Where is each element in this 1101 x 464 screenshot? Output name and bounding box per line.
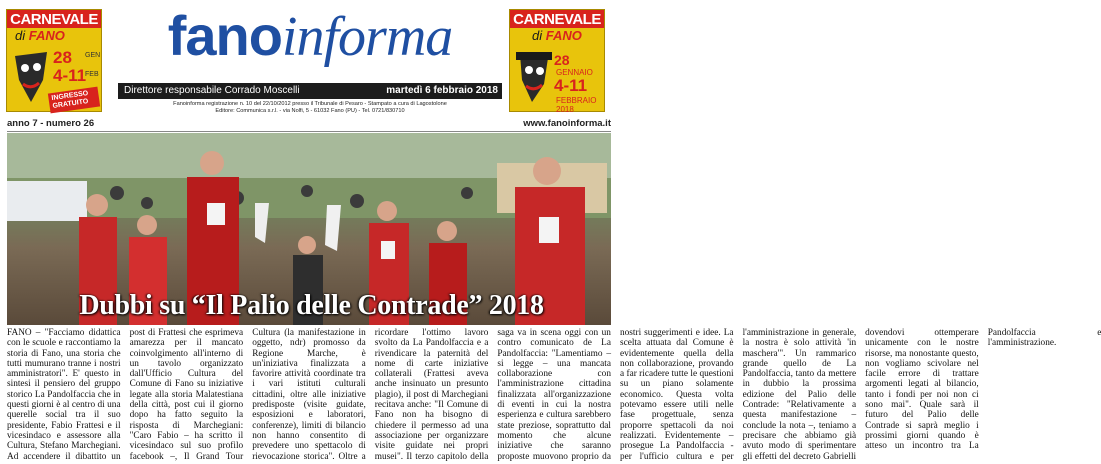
- ad-entry-label: INGRESSO GRATUITO: [48, 87, 100, 114]
- carnevale-ad-left[interactable]: [6, 9, 102, 112]
- ad-title: CARNEVALE: [7, 10, 101, 28]
- carnevale-ad-right[interactable]: [509, 9, 605, 112]
- carnival-mask-icon: [516, 50, 552, 106]
- registration-note: Fanoinforma registrazione n. 10 del 22/10/2012 presso il Tribunale di Pesaro - Stampato a cura di Lagostolone Editore: Communica s.r.l. - via Nolfi, 5 - 61032 Fano (PU) - Tel. 0721/830710: [173, 101, 447, 114]
- editor-credit: Direttore responsabile Corrado Moscelli: [124, 85, 300, 96]
- website-link[interactable]: www.fanoinforma.it: [523, 118, 611, 129]
- issue-line: [7, 118, 611, 130]
- divider: [7, 131, 611, 132]
- ad-date-1: 28: [53, 48, 72, 67]
- ad-month-2: FEB: [85, 71, 99, 78]
- ad-title: CARNEVALE: [510, 10, 604, 28]
- ad-subtitle: di FANO: [15, 28, 65, 43]
- ad-month-2: FEBBRAIO 2018: [556, 96, 597, 114]
- article-body: [7, 328, 1101, 464]
- ad-date-2: 4-11: [554, 76, 588, 95]
- masthead: [118, 4, 502, 114]
- article-headline: Dubbi su “Il Palio delle Contrade” 2018: [79, 290, 544, 321]
- newspaper-logo[interactable]: fanoinforma: [167, 4, 453, 68]
- article-text: FANO – "Facciamo didattica con le scuole e raccontiamo la storia di Fano, una storia che tutti mumurano tranne i nostri amministratori". E' questo in sintesi il pensiero del gruppo storico La Pandolfaccia che in questi giorni è al centro di una querelle social tra il suo presidente, Fabio Frattesi e il vicesindaco e assessore alla Cultura, Stefano Marchegiani. Ad accendere il dibattito un post di Frattesi che esprimeva amarezza per il mancato coinvolgimento all'interno di un tavolo organizzato dall'Ufficio Cultura del Comune di Fano su iniziative legate alla storia Malatestiana della città, post cui il giorno dopo ha fatto seguito la risposta di Marchegiani: "Caro Fabio – ha scritto il vicesindaco sul suo profilo facebook –, Il Grand Tour Cultura (la manifestazione in oggetto, ndr) promosso da Regione Marche, è un'iniziativa finalizzata a favorire attività coordinate tra i vari istituti culturali cittadini, oltre alle iniziative predisposte (visite guidate, esposizioni e laboratori, conferenze), limiti di bilancio non hanno consentito di prevedere uno spettacolo di rievocazione storica". Oltre a ricordare l'ottimo lavoro svolto da La Pandolfaccia e a rivendicare la paternità del nome di carte iniziative collaterali (Frattesi aveva anche insinuato un presunto plagio), il post di Marchegiani recitava anche: "Il Comune di Fano non ha bisogno di chiedere il permesso ad una associazione per organizzare visite guidate nei propri musei". Il terzo capitolo della saga va in scena oggi con un contro comunicato de La Pandolfaccia: "Lamentiamo – si legge – una mancata collaborazione con l'amministrazione cittadina finalizzata all'organizzazione di eventi in cui la nostra esperienza e cultura sarebbero state preziose, soprattutto dal momento che alcune iniziative che saranno proposte muovono proprio da nostri suggerimenti e idee. La scelta attuata dal Comune è evidentemente quella della non collaborazione, provando a far ricadere tutte le questioni su un piano solamente economico. Questa volta potevamo essere utili nelle fase progettuale, senza proporre spettacoli da noi realizzati. Evidentemente – prosegue La Pandolfaccia - per l'ufficio cultura e per l'amministrazione in generale, la nostra è solo attività 'in maschera'". Un rammarico grande quello de La Pandolfaccia, tanto da mettere in dubbio la prossima edizione del Palio delle Contrade: "Relativamente a questa manifestazione – conclude la nota –, teniamo a precisare che abbiamo già avuto modo di sperimentare gli effetti del decreto Gabrielli dovendovi ottemperare unicamente con le nostre risorse, ma nonostante questo, non vogliamo scivolare nel facile errore di trattare argomenti legati al bilancio, tanto i fondi per noi non ci sono mai". Quale sarà il futuro del Palio delle Contrade si saprà meglio i prossimi giorni quando è atteso un incontro tra La Pandolfaccia e l'amministrazione.: [7, 328, 1101, 462]
- ad-date-1: 28: [554, 52, 570, 68]
- editor-bar: [118, 83, 502, 99]
- ad-month-1: GEN: [85, 52, 101, 59]
- ad-subtitle: di FANO: [532, 28, 582, 43]
- issue-number: anno 7 - numero 26: [7, 118, 95, 129]
- ad-month-1: GENNAIO: [556, 68, 593, 77]
- carnival-mask-icon: [13, 50, 49, 106]
- issue-date: martedì 6 febbraio 2018: [386, 85, 498, 96]
- ad-date-2: 4-11: [53, 66, 87, 85]
